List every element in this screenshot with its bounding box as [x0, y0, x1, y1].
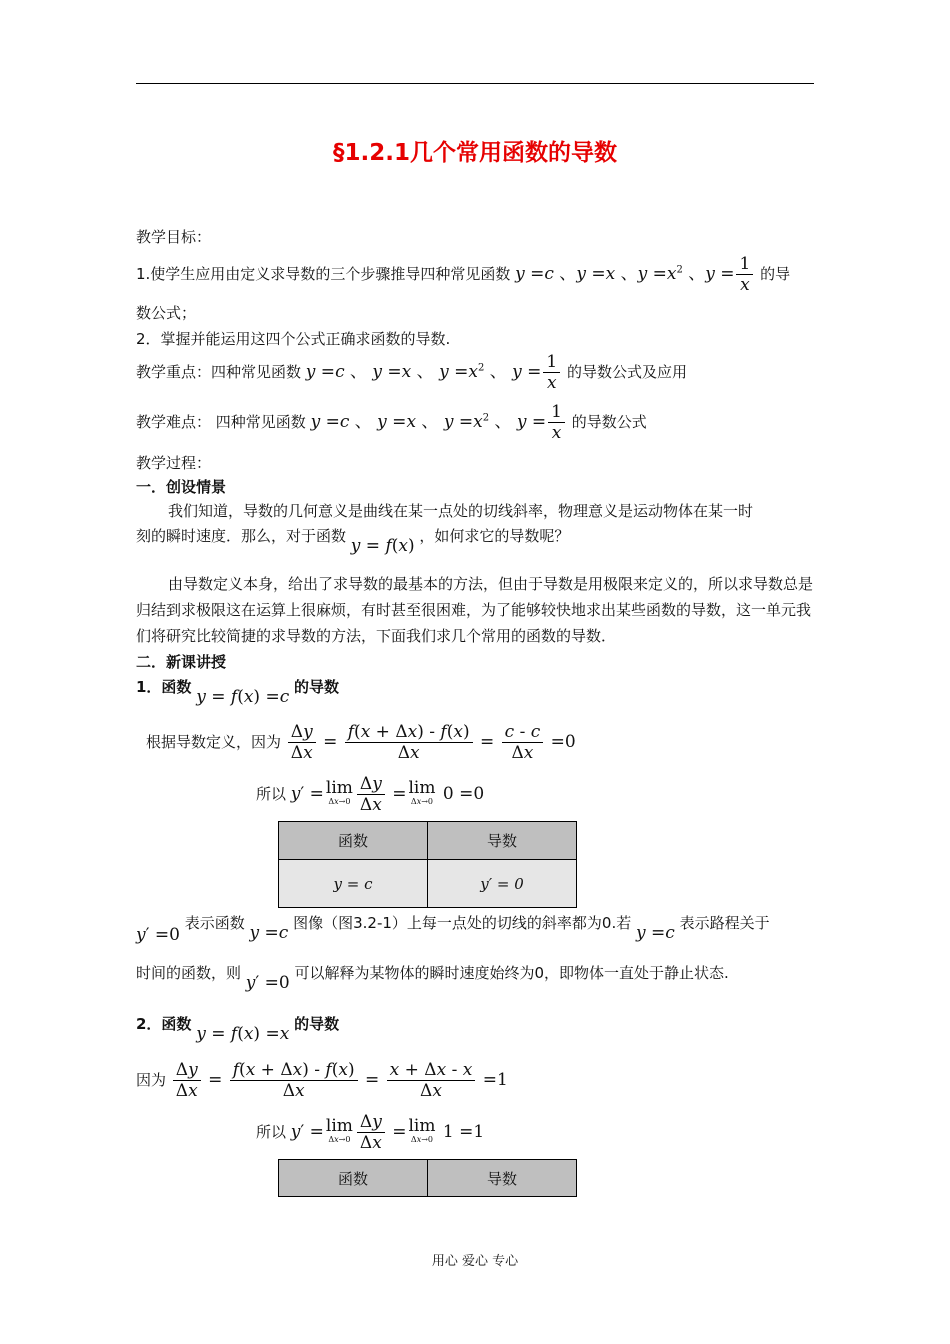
table-1-header-function: 函数 [279, 822, 428, 860]
part-1-limit [256, 774, 484, 815]
part-1-note-line-2 [136, 962, 729, 993]
page-footer: 用心 爱心 专心 [431, 1254, 519, 1269]
part-2-suffix: 的导数 [294, 1015, 340, 1033]
part-1-limit-formula: y′ = lim Δx→0 $\frac{\Delta y}{\Delta x}$ = lim Δx→0 0 =0 [290, 774, 485, 815]
table-2-header-function: 函数 [279, 1160, 428, 1197]
section-2-heading: 二．新课讲授 [136, 653, 227, 671]
part-2-limit-formula: y′ = lim Δx→0 $\frac{\Delta y}{\Delta x}$ = lim Δx→0 1 =1 [290, 1112, 485, 1153]
process-label: 教学过程： [136, 454, 212, 472]
section-1-para-2: 由导数定义本身，给出了求导数的最基本的方法，但由于导数是用极限来定义的，所以求导数总是归结到求极限这在运算上很麻烦，有时甚至很困难，为了能够较快地求出某些函数的导数，这一单元我们将研究比较简捷的求导数的方法，下面我们求几个常用的函数的导数． [136, 575, 814, 645]
goal-label: 教学目标： [136, 228, 212, 246]
goal-1-tail: 的导 [760, 265, 791, 283]
goal-1-text: 1.使学生应用由定义求导数的三个步骤推导四种常见函数 [136, 265, 511, 283]
part-2-limit [256, 1112, 484, 1153]
section-1-para-1-tail: ，如何求它的导数呢？ [419, 527, 570, 545]
part-1-prefix: 1．函数 [136, 678, 192, 696]
key-point-tail: 的导数公式及应用 [567, 363, 688, 381]
part-2-because: 因为 [136, 1071, 167, 1089]
section-1-para-1-line-1: 我们知道，导数的几何意义是曲线在某一点处的切线斜率，物理意义是运动物体在某一时 [168, 502, 754, 520]
difficulty-label: 教学难点： 四种常见函数 [136, 413, 306, 431]
derivative-table-2 [278, 1159, 577, 1197]
table-1-header-derivative: 导数 [428, 822, 577, 860]
key-point-formulas: y =c 、 y =x 、 $y =x^2$ 、 y = $\frac{1}{x}$ [306, 362, 562, 382]
section-1-para-1-text: 刻的瞬时速度．那么，对于函数 [136, 527, 347, 545]
formula-y-prime-0-2: y′ =0 [245, 973, 290, 993]
top-rule [136, 83, 814, 84]
part-2-heading [136, 1013, 340, 1044]
section-1-heading: 一．创设情景 [136, 478, 227, 496]
part-2-derivation [136, 1060, 508, 1101]
table-1-derivative: y′ = 0 [428, 860, 577, 908]
part-1-note-d: 时间的函数，则 [136, 964, 242, 982]
so-label-2: 所以 [256, 1123, 287, 1141]
key-point-line [136, 352, 687, 393]
part-1-suffix: 的导数 [294, 678, 340, 696]
difficulty-formulas: y =c 、 y =x 、 $y =x^2$ 、 y = $\frac{1}{x}$ [311, 412, 567, 432]
derivative-table-1 [278, 821, 577, 908]
part-1-note-c: 表示路程关于 [679, 914, 770, 932]
formula-y-prime-0: y′ =0 [136, 925, 180, 945]
goal-1-continued: 数公式； [136, 304, 197, 322]
part-1-quotient: $\frac{\Delta y}{\Delta x}$ = $\frac{f(x + \Delta x) - f(x)}{\Delta x}$ = $\frac{c - c}{\Delta x}$ =0 [286, 732, 576, 752]
part-2-prefix: 2．函数 [136, 1015, 192, 1033]
goal-1-line [136, 254, 790, 295]
section-1-para-1-line-2 [136, 525, 570, 556]
part-1-note-e: 可以解释为某物体的瞬时速度始终为0，即物体一直处于静止状态. [294, 964, 729, 982]
goal-2: 2．掌握并能运用这四个公式正确求函数的导数. [136, 330, 451, 348]
part-1-note-a: 表示函数 [184, 914, 245, 932]
key-point-label: 教学重点：四种常见函数 [136, 363, 302, 381]
formula-y-eq-fx: y = f(x) [350, 536, 415, 556]
table-2-header-derivative: 导数 [428, 1160, 577, 1197]
part-1-because: 根据导数定义，因为 [146, 733, 282, 751]
part-1-heading [136, 676, 340, 707]
formula-y-eq-c-2: y =c [636, 923, 675, 943]
table-1-function: y = c [279, 860, 428, 908]
part-2-function: y = f(x) =x [196, 1024, 290, 1044]
goal-1-formulas: y =c 、y =x 、$y =x^2$ 、y = $\frac{1}{x}$ [515, 264, 755, 284]
part-1-function: y = f(x) =c [196, 687, 290, 707]
formula-y-eq-c: y =c [249, 923, 289, 943]
part-1-note-b: 图像（图3.2-1）上每一点处的切线的斜率都为0.若 [293, 914, 632, 932]
page-title: §1.2.1几个常用函数的导数 [333, 140, 617, 166]
difficulty-tail: 的导数公式 [571, 413, 647, 431]
part-2-quotient: $\frac{\Delta y}{\Delta x}$ = $\frac{f(x + \Delta x) - f(x)}{\Delta x}$ = $\frac{x + \Delta x - x}{\Delta x}$ =1 [171, 1070, 508, 1090]
difficulty-line [136, 402, 647, 443]
part-1-derivation [146, 722, 576, 763]
part-1-note-line-1 [136, 912, 770, 945]
so-label-1: 所以 [256, 785, 287, 803]
